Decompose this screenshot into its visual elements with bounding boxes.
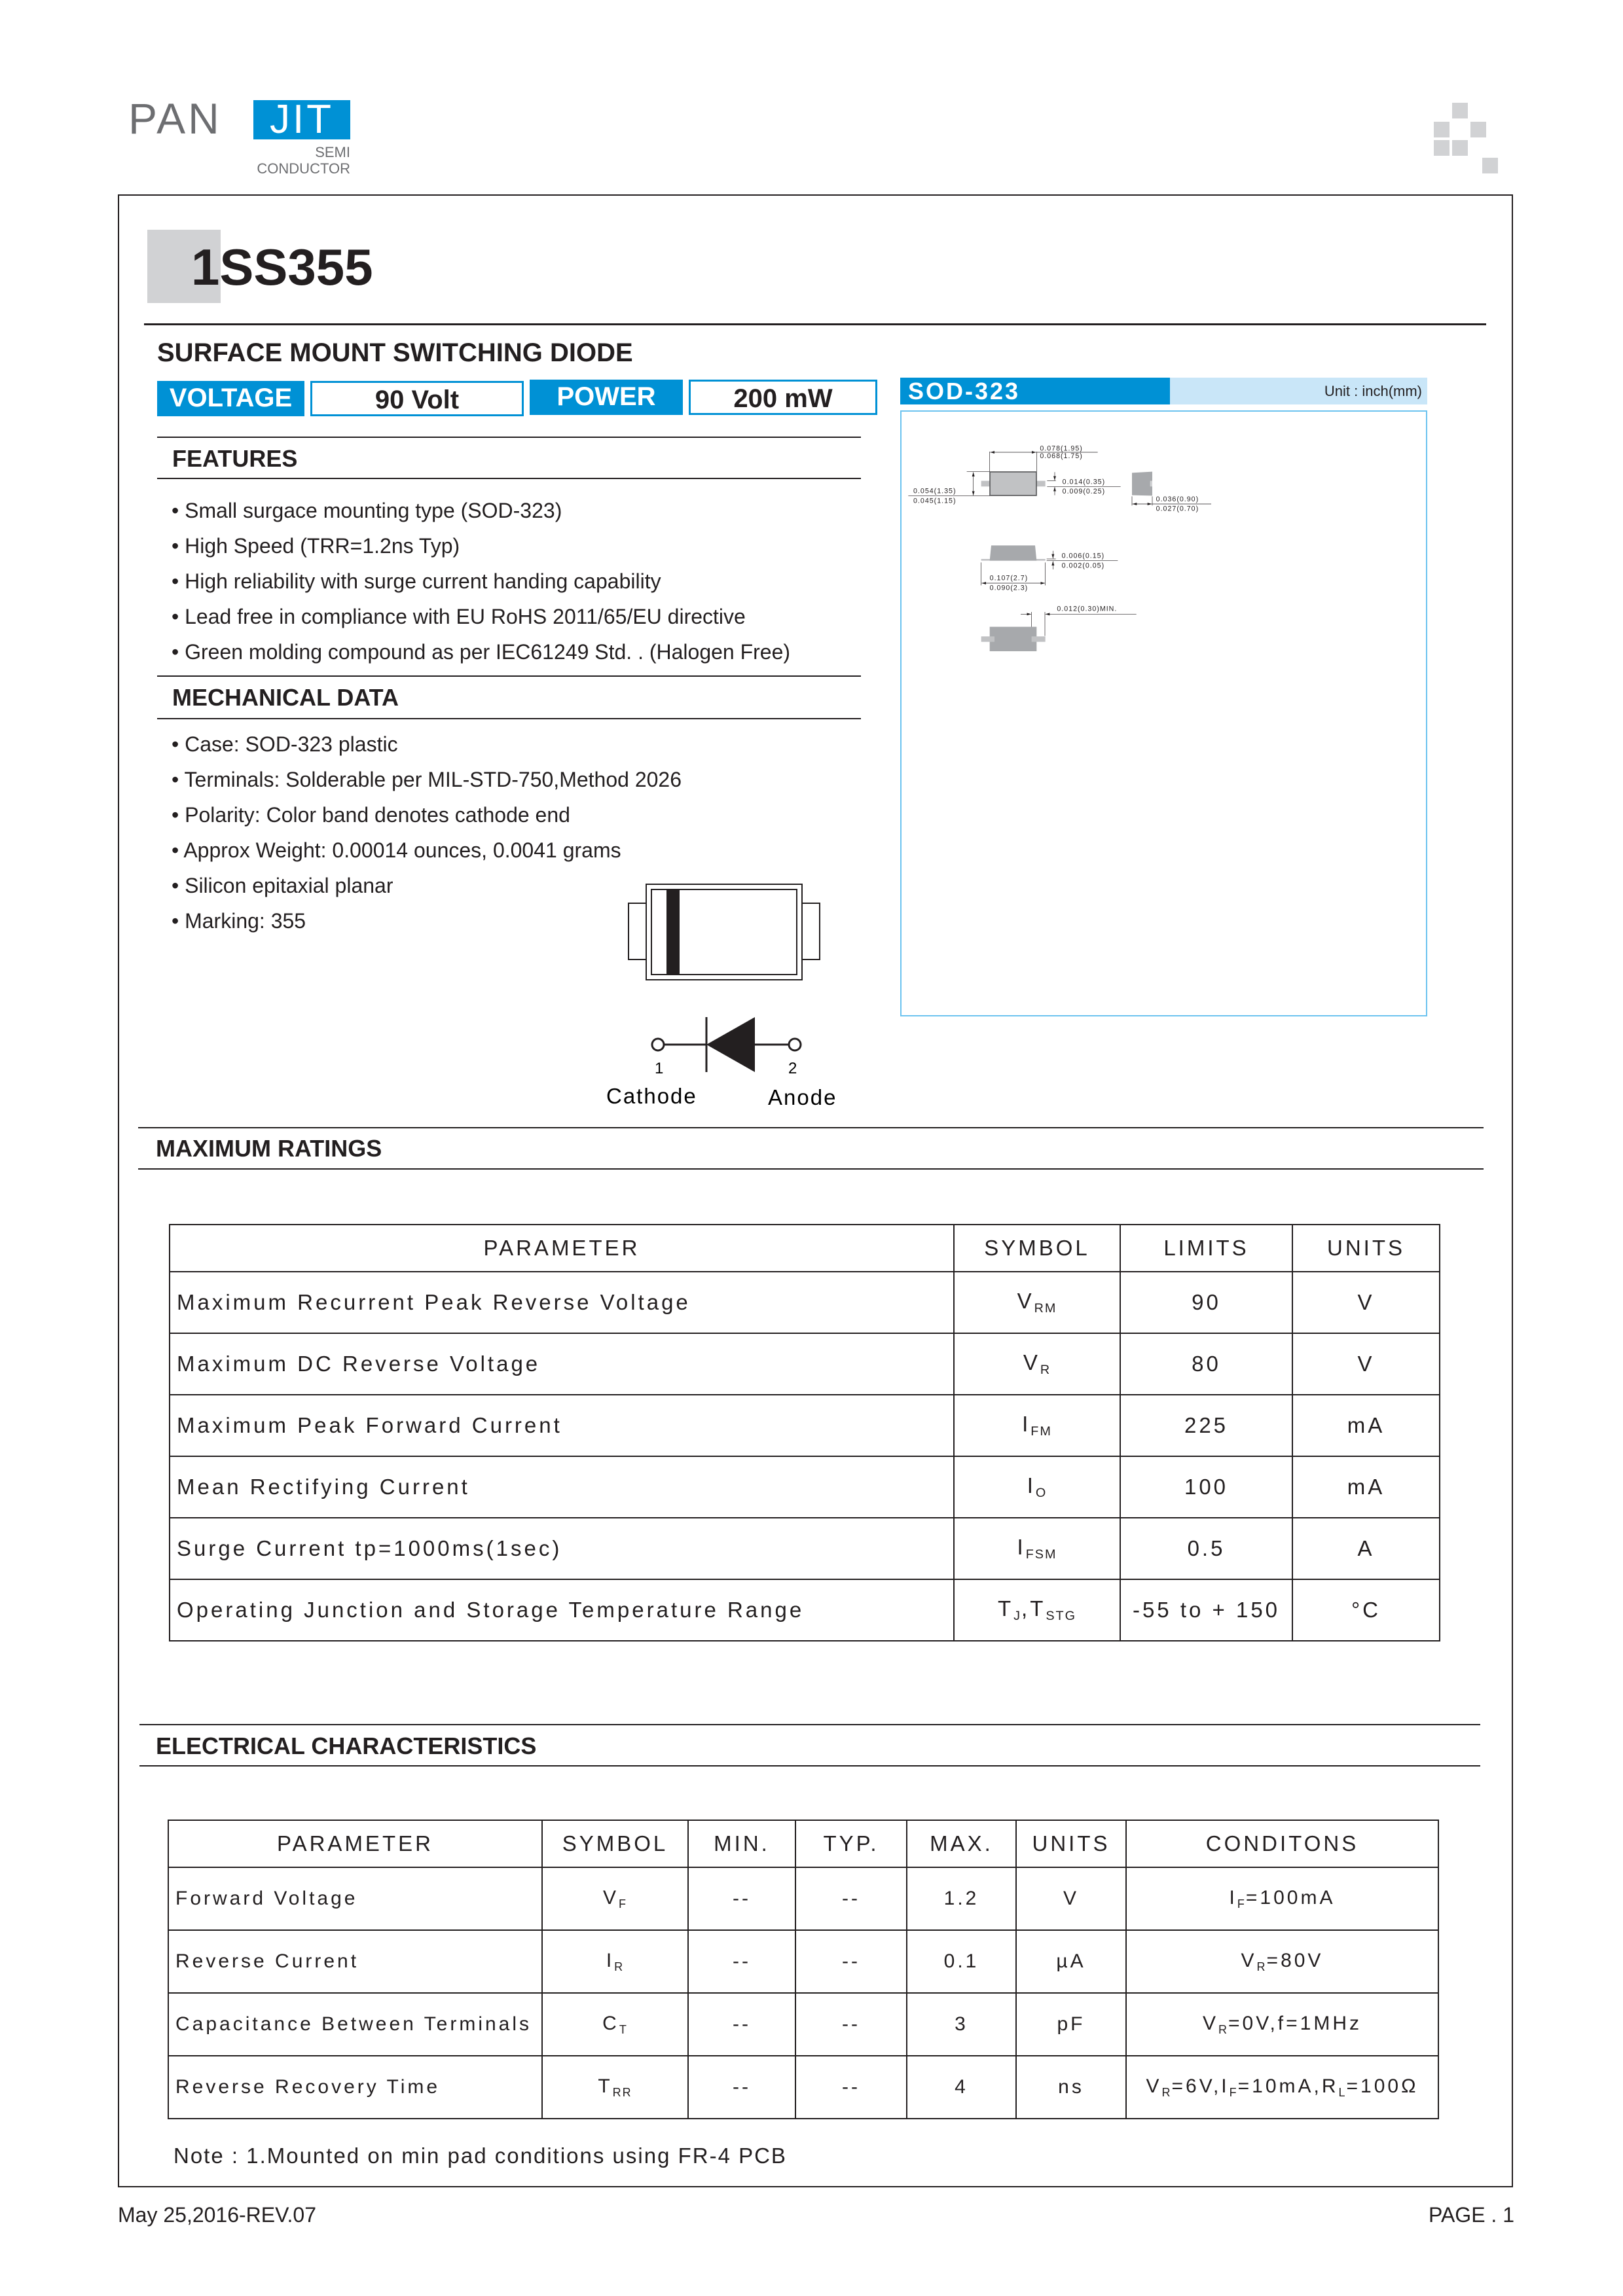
table-row bbox=[170, 1518, 1440, 1579]
footer-date-rev: May 25,2016-REV.07 bbox=[118, 2203, 317, 2227]
anode-label: Anode bbox=[768, 1085, 837, 1109]
voltage-value: 90 Volt bbox=[310, 381, 524, 416]
dim-lead-width-max: 0.014(0.35) bbox=[1062, 478, 1106, 486]
parameter-cell: Maximum Recurrent Peak Reverse Voltage bbox=[170, 1272, 954, 1333]
divider bbox=[157, 437, 861, 438]
table-row bbox=[170, 1272, 1440, 1333]
logo-pan: PAN bbox=[128, 94, 222, 143]
symbol-cell-text: I bbox=[1027, 1473, 1036, 1498]
cathode-band bbox=[666, 889, 680, 975]
pin1-label: 1 bbox=[655, 1060, 664, 1077]
unit-cell: ns bbox=[1016, 2056, 1126, 2119]
symbol-cell bbox=[954, 1272, 1120, 1333]
table-row bbox=[170, 1395, 1440, 1456]
conditions-cell-subscript: R bbox=[1256, 1960, 1267, 1973]
table-header-row bbox=[170, 1225, 1440, 1272]
symbol-cell bbox=[954, 1456, 1120, 1518]
conditions-cell-subscript: F bbox=[1229, 2085, 1238, 2099]
package-unit: Unit : inch(mm) bbox=[1324, 383, 1422, 399]
unit-cell: mA bbox=[1292, 1395, 1440, 1456]
min-cell: -- bbox=[688, 1993, 795, 2056]
unit-cell: pF bbox=[1016, 1993, 1126, 2056]
conditions-cell-text: V bbox=[1146, 2075, 1162, 2097]
table-row bbox=[170, 1579, 1440, 1641]
unit-cell: °C bbox=[1292, 1579, 1440, 1641]
unit-cell: µA bbox=[1016, 1930, 1126, 1993]
symbol-cell-text: ,T bbox=[1021, 1596, 1046, 1621]
cathode-label: Cathode bbox=[606, 1084, 697, 1108]
limit-cell: 90 bbox=[1120, 1272, 1292, 1333]
symbol-cell-subscript: STG bbox=[1046, 1609, 1077, 1623]
table-header-row bbox=[168, 1820, 1438, 1867]
subtitle: SURFACE MOUNT SWITCHING DIODE bbox=[157, 338, 633, 367]
column-header: PARAMETER bbox=[168, 1820, 542, 1867]
column-header: TYP. bbox=[795, 1820, 907, 1867]
electrical-title: ELECTRICAL CHARACTERISTICS bbox=[156, 1732, 537, 1759]
mechanical-item: • Polarity: Color band denotes cathode end bbox=[172, 803, 570, 827]
mechanical-item: • Case: SOD-323 plastic bbox=[172, 732, 398, 756]
column-header: UNITS bbox=[1016, 1820, 1126, 1867]
symbol-cell bbox=[542, 1930, 688, 1993]
max-cell: 0.1 bbox=[907, 1930, 1016, 1993]
features-title: FEATURES bbox=[172, 445, 298, 472]
dim-height-max: 0.036(0.90) bbox=[1156, 495, 1199, 503]
conditions-cell-text: =6V,I bbox=[1171, 2075, 1230, 2097]
logo-subtitle bbox=[257, 144, 350, 177]
power-value: 200 mW bbox=[689, 380, 877, 415]
symbol-cell-subscript: O bbox=[1035, 1486, 1048, 1500]
divider bbox=[157, 675, 861, 677]
pin2-label: 2 bbox=[788, 1060, 797, 1077]
divider bbox=[139, 1724, 1480, 1725]
symbol-cell-subscript: R bbox=[1040, 1363, 1051, 1377]
parameter-cell: Operating Junction and Storage Temperature Range bbox=[170, 1579, 954, 1641]
table-row bbox=[168, 2056, 1438, 2119]
divider bbox=[138, 1168, 1484, 1170]
mechanical-item: • Terminals: Solderable per MIL-STD-750,Method 2026 bbox=[172, 768, 682, 791]
dim-width-min: 0.045(1.15) bbox=[913, 497, 957, 505]
unit-cell: V bbox=[1292, 1333, 1440, 1395]
dim-overall-min: 0.090(2.3) bbox=[989, 584, 1029, 592]
dim-length-max: 0.078(1.95) bbox=[1040, 444, 1083, 453]
limit-cell: -55 to + 150 bbox=[1120, 1579, 1292, 1641]
table-row bbox=[168, 1867, 1438, 1930]
conditions-cell-subscript: F bbox=[1237, 1897, 1246, 1910]
symbol-cell-subscript: RM bbox=[1034, 1301, 1057, 1316]
max-cell: 4 bbox=[907, 2056, 1016, 2119]
parameter-cell: Capacitance Between Terminals bbox=[168, 1993, 542, 2056]
symbol-cell-text: V bbox=[1023, 1350, 1040, 1374]
note: Note : 1.Mounted on min pad conditions using FR-4 PCB bbox=[173, 2144, 787, 2168]
diode-symbol-icon bbox=[706, 1017, 755, 1072]
symbol-cell-subscript: RR bbox=[612, 2085, 632, 2099]
symbol-cell-subscript: FM bbox=[1030, 1424, 1052, 1439]
parameter-cell: Surge Current tp=1000ms(1sec) bbox=[170, 1518, 954, 1579]
unit-cell: V bbox=[1292, 1272, 1440, 1333]
side-view bbox=[1132, 472, 1152, 496]
typ-cell: -- bbox=[795, 1993, 907, 2056]
package-dimension-drawing bbox=[897, 367, 1434, 1021]
logo-conductor: CONDUCTOR bbox=[257, 160, 350, 177]
symbol-cell-subscript: T bbox=[619, 2022, 628, 2036]
symbol-cell bbox=[954, 1518, 1120, 1579]
divider bbox=[157, 478, 861, 479]
symbol-cell bbox=[954, 1579, 1120, 1641]
divider bbox=[157, 718, 861, 719]
conditions-cell bbox=[1126, 1930, 1438, 1993]
parameter-cell: Forward Voltage bbox=[168, 1867, 542, 1930]
conditions-cell-text: =10mA,R bbox=[1237, 2075, 1339, 2097]
unit-cell: mA bbox=[1292, 1456, 1440, 1518]
symbol-cell bbox=[542, 1867, 688, 1930]
max-ratings-table bbox=[169, 1224, 1440, 1641]
dim-lead-thickness-max: 0.006(0.15) bbox=[1061, 552, 1105, 560]
symbol-cell-text: C bbox=[602, 2012, 619, 2034]
dim-overall-max: 0.107(2.7) bbox=[989, 574, 1029, 583]
table-row bbox=[170, 1456, 1440, 1518]
dim-width-max: 0.054(1.35) bbox=[913, 487, 957, 495]
dim-height-min: 0.027(0.70) bbox=[1156, 505, 1199, 513]
dim-lead-width-min: 0.009(0.25) bbox=[1062, 488, 1106, 495]
symbol-cell-subscript: R bbox=[614, 1960, 625, 1973]
table-row bbox=[168, 1930, 1438, 1993]
parameter-cell: Reverse Current bbox=[168, 1930, 542, 1993]
conditions-cell-subscript: R bbox=[1218, 2022, 1228, 2036]
max-cell: 3 bbox=[907, 1993, 1016, 2056]
feature-item: • Green molding compound as per IEC61249 Std. . (Halogen Free) bbox=[172, 640, 791, 664]
unit-cell: A bbox=[1292, 1518, 1440, 1579]
symbol-cell-text: T bbox=[997, 1596, 1014, 1621]
dim-lead-length: 0.012(0.30)MIN. bbox=[1057, 605, 1118, 613]
conditions-cell-text: V bbox=[1241, 1949, 1257, 1971]
divider bbox=[144, 323, 1486, 325]
parameter-cell: Maximum DC Reverse Voltage bbox=[170, 1333, 954, 1395]
min-cell: -- bbox=[688, 2056, 795, 2119]
symbol-cell-text: I bbox=[1022, 1412, 1031, 1436]
front-view bbox=[981, 545, 1046, 560]
conditions-cell-text: =80V bbox=[1266, 1949, 1324, 1971]
feature-item: • Lead free in compliance with EU RoHS 2011/65/EU directive bbox=[172, 605, 746, 628]
column-header: UNITS bbox=[1292, 1225, 1440, 1272]
conditions-cell-text: V bbox=[1202, 2012, 1218, 2034]
mechanical-title: MECHANICAL DATA bbox=[172, 684, 399, 711]
electrical-table bbox=[168, 1820, 1439, 2119]
parameter-cell: Mean Rectifying Current bbox=[170, 1456, 954, 1518]
column-header: SYMBOL bbox=[542, 1820, 688, 1867]
conditions-cell bbox=[1126, 2056, 1438, 2119]
column-header: CONDITONS bbox=[1126, 1820, 1438, 1867]
conditions-cell-subscript: R bbox=[1161, 2085, 1172, 2099]
limit-cell: 100 bbox=[1120, 1456, 1292, 1518]
conditions-cell bbox=[1126, 1993, 1438, 2056]
limit-cell: 80 bbox=[1120, 1333, 1292, 1395]
mechanical-item: • Marking: 355 bbox=[172, 909, 306, 933]
conditions-cell bbox=[1126, 1867, 1438, 1930]
limit-cell: 225 bbox=[1120, 1395, 1292, 1456]
voltage-label: VOLTAGE bbox=[157, 381, 304, 416]
unit-cell: V bbox=[1016, 1867, 1126, 1930]
feature-item: • Small surgace mounting type (SOD-323) bbox=[172, 499, 562, 522]
typ-cell: -- bbox=[795, 1930, 907, 1993]
symbol-cell-text: T bbox=[598, 2075, 613, 2097]
conditions-cell-subscript: L bbox=[1338, 2085, 1347, 2099]
column-header: MAX. bbox=[907, 1820, 1016, 1867]
typ-cell: -- bbox=[795, 2056, 907, 2119]
power-label: POWER bbox=[530, 380, 683, 415]
conditions-cell-text: I bbox=[1229, 1886, 1237, 1909]
footer-page: PAGE . 1 bbox=[1428, 2203, 1514, 2227]
limit-cell: 0.5 bbox=[1120, 1518, 1292, 1579]
divider bbox=[139, 1765, 1480, 1767]
symbol-cell-subscript: F bbox=[619, 1897, 627, 1910]
column-header: LIMITS bbox=[1120, 1225, 1292, 1272]
page-title: 1SS355 bbox=[191, 238, 373, 296]
column-header: MIN. bbox=[688, 1820, 795, 1867]
column-header: SYMBOL bbox=[954, 1225, 1120, 1272]
conditions-cell-text: =100mA bbox=[1245, 1886, 1336, 1909]
table-row bbox=[170, 1333, 1440, 1395]
bottom-view bbox=[981, 627, 1046, 651]
logo-jit: JIT bbox=[253, 100, 350, 139]
mechanical-item: • Approx Weight: 0.00014 ounces, 0.0041 grams bbox=[172, 838, 621, 862]
max-cell: 1.2 bbox=[907, 1867, 1016, 1930]
typ-cell: -- bbox=[795, 1867, 907, 1930]
symbol-cell bbox=[954, 1395, 1120, 1456]
top-view bbox=[981, 472, 1046, 495]
parameter-cell: Maximum Peak Forward Current bbox=[170, 1395, 954, 1456]
table-row bbox=[168, 1993, 1438, 2056]
dim-length-min: 0.068(1.75) bbox=[1040, 452, 1083, 460]
divider bbox=[138, 1127, 1484, 1128]
mechanical-item: • Silicon epitaxial planar bbox=[172, 874, 393, 897]
conditions-cell-text: =100Ω bbox=[1346, 2075, 1419, 2097]
symbol-cell-text: I bbox=[606, 1949, 615, 1971]
symbol-cell-text: V bbox=[602, 1886, 619, 1909]
logo-semi: SEMI bbox=[315, 144, 350, 160]
symbol-cell-subscript: J bbox=[1013, 1609, 1022, 1623]
parameter-cell: Reverse Recovery Time bbox=[168, 2056, 542, 2119]
symbol-cell-subscript: FSM bbox=[1025, 1547, 1057, 1562]
symbol-cell bbox=[542, 1993, 688, 2056]
conditions-cell-text: =0V,f=1MHz bbox=[1228, 2012, 1362, 2034]
dim-lead-thickness-min: 0.002(0.05) bbox=[1061, 562, 1105, 570]
min-cell: -- bbox=[688, 1930, 795, 1993]
diode-package-and-symbol bbox=[606, 877, 837, 1113]
max-ratings-title: MAXIMUM RATINGS bbox=[156, 1135, 382, 1162]
package-name: SOD-323 bbox=[900, 378, 1170, 404]
min-cell: -- bbox=[688, 1867, 795, 1930]
symbol-cell-text: V bbox=[1017, 1289, 1034, 1313]
column-header: PARAMETER bbox=[170, 1225, 954, 1272]
feature-item: • High reliability with surge current handing capability bbox=[172, 569, 661, 593]
symbol-cell bbox=[542, 2056, 688, 2119]
symbol-cell-text: I bbox=[1017, 1535, 1026, 1559]
symbol-cell bbox=[954, 1333, 1120, 1395]
feature-item: • High Speed (TRR=1.2ns Typ) bbox=[172, 534, 460, 558]
